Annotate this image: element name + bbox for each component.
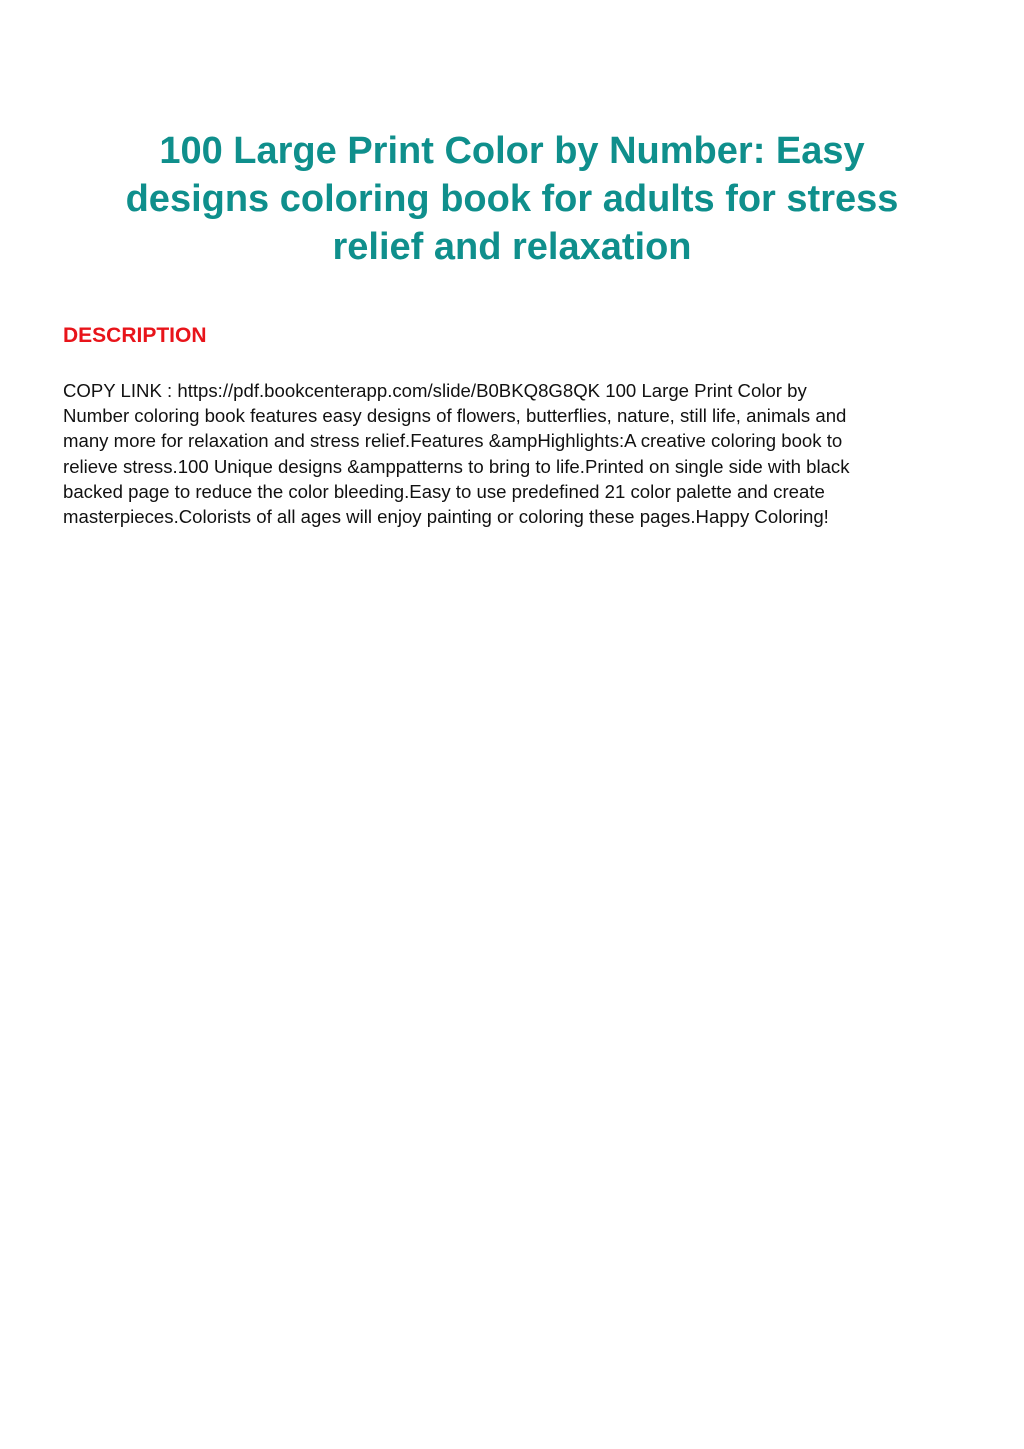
description-line: relieve stress.100 Unique designs &amppatterns to bring to life.Printed on single side with black: [63, 455, 850, 477]
description-line: backed page to reduce the color bleeding.Easy to use predefined 21 color palette and create: [63, 480, 825, 502]
description-text: [63, 378, 953, 529]
description-heading: DESCRIPTION: [63, 324, 207, 347]
description-line: COPY LINK : https://pdf.bookcenterapp.com/slide/B0BKQ8G8QK 100 Large Print Color by: [63, 380, 807, 401]
title-line: designs coloring book for adults for stress: [125, 178, 899, 220]
title-line: 100 Large Print Color by Number: Easy: [159, 130, 865, 172]
document-title: [60, 127, 964, 271]
description-line: masterpieces.Colorists of all ages will enjoy painting or coloring these pages.Happy Coloring!: [63, 506, 829, 528]
description-line: Number coloring book features easy designs of flowers, butterflies, nature, still life, animals and: [63, 405, 847, 427]
description-line: many more for relaxation and stress relief.Features &ampHighlights:A creative coloring book to: [63, 430, 843, 452]
title-line: relief and relaxation: [332, 226, 692, 268]
